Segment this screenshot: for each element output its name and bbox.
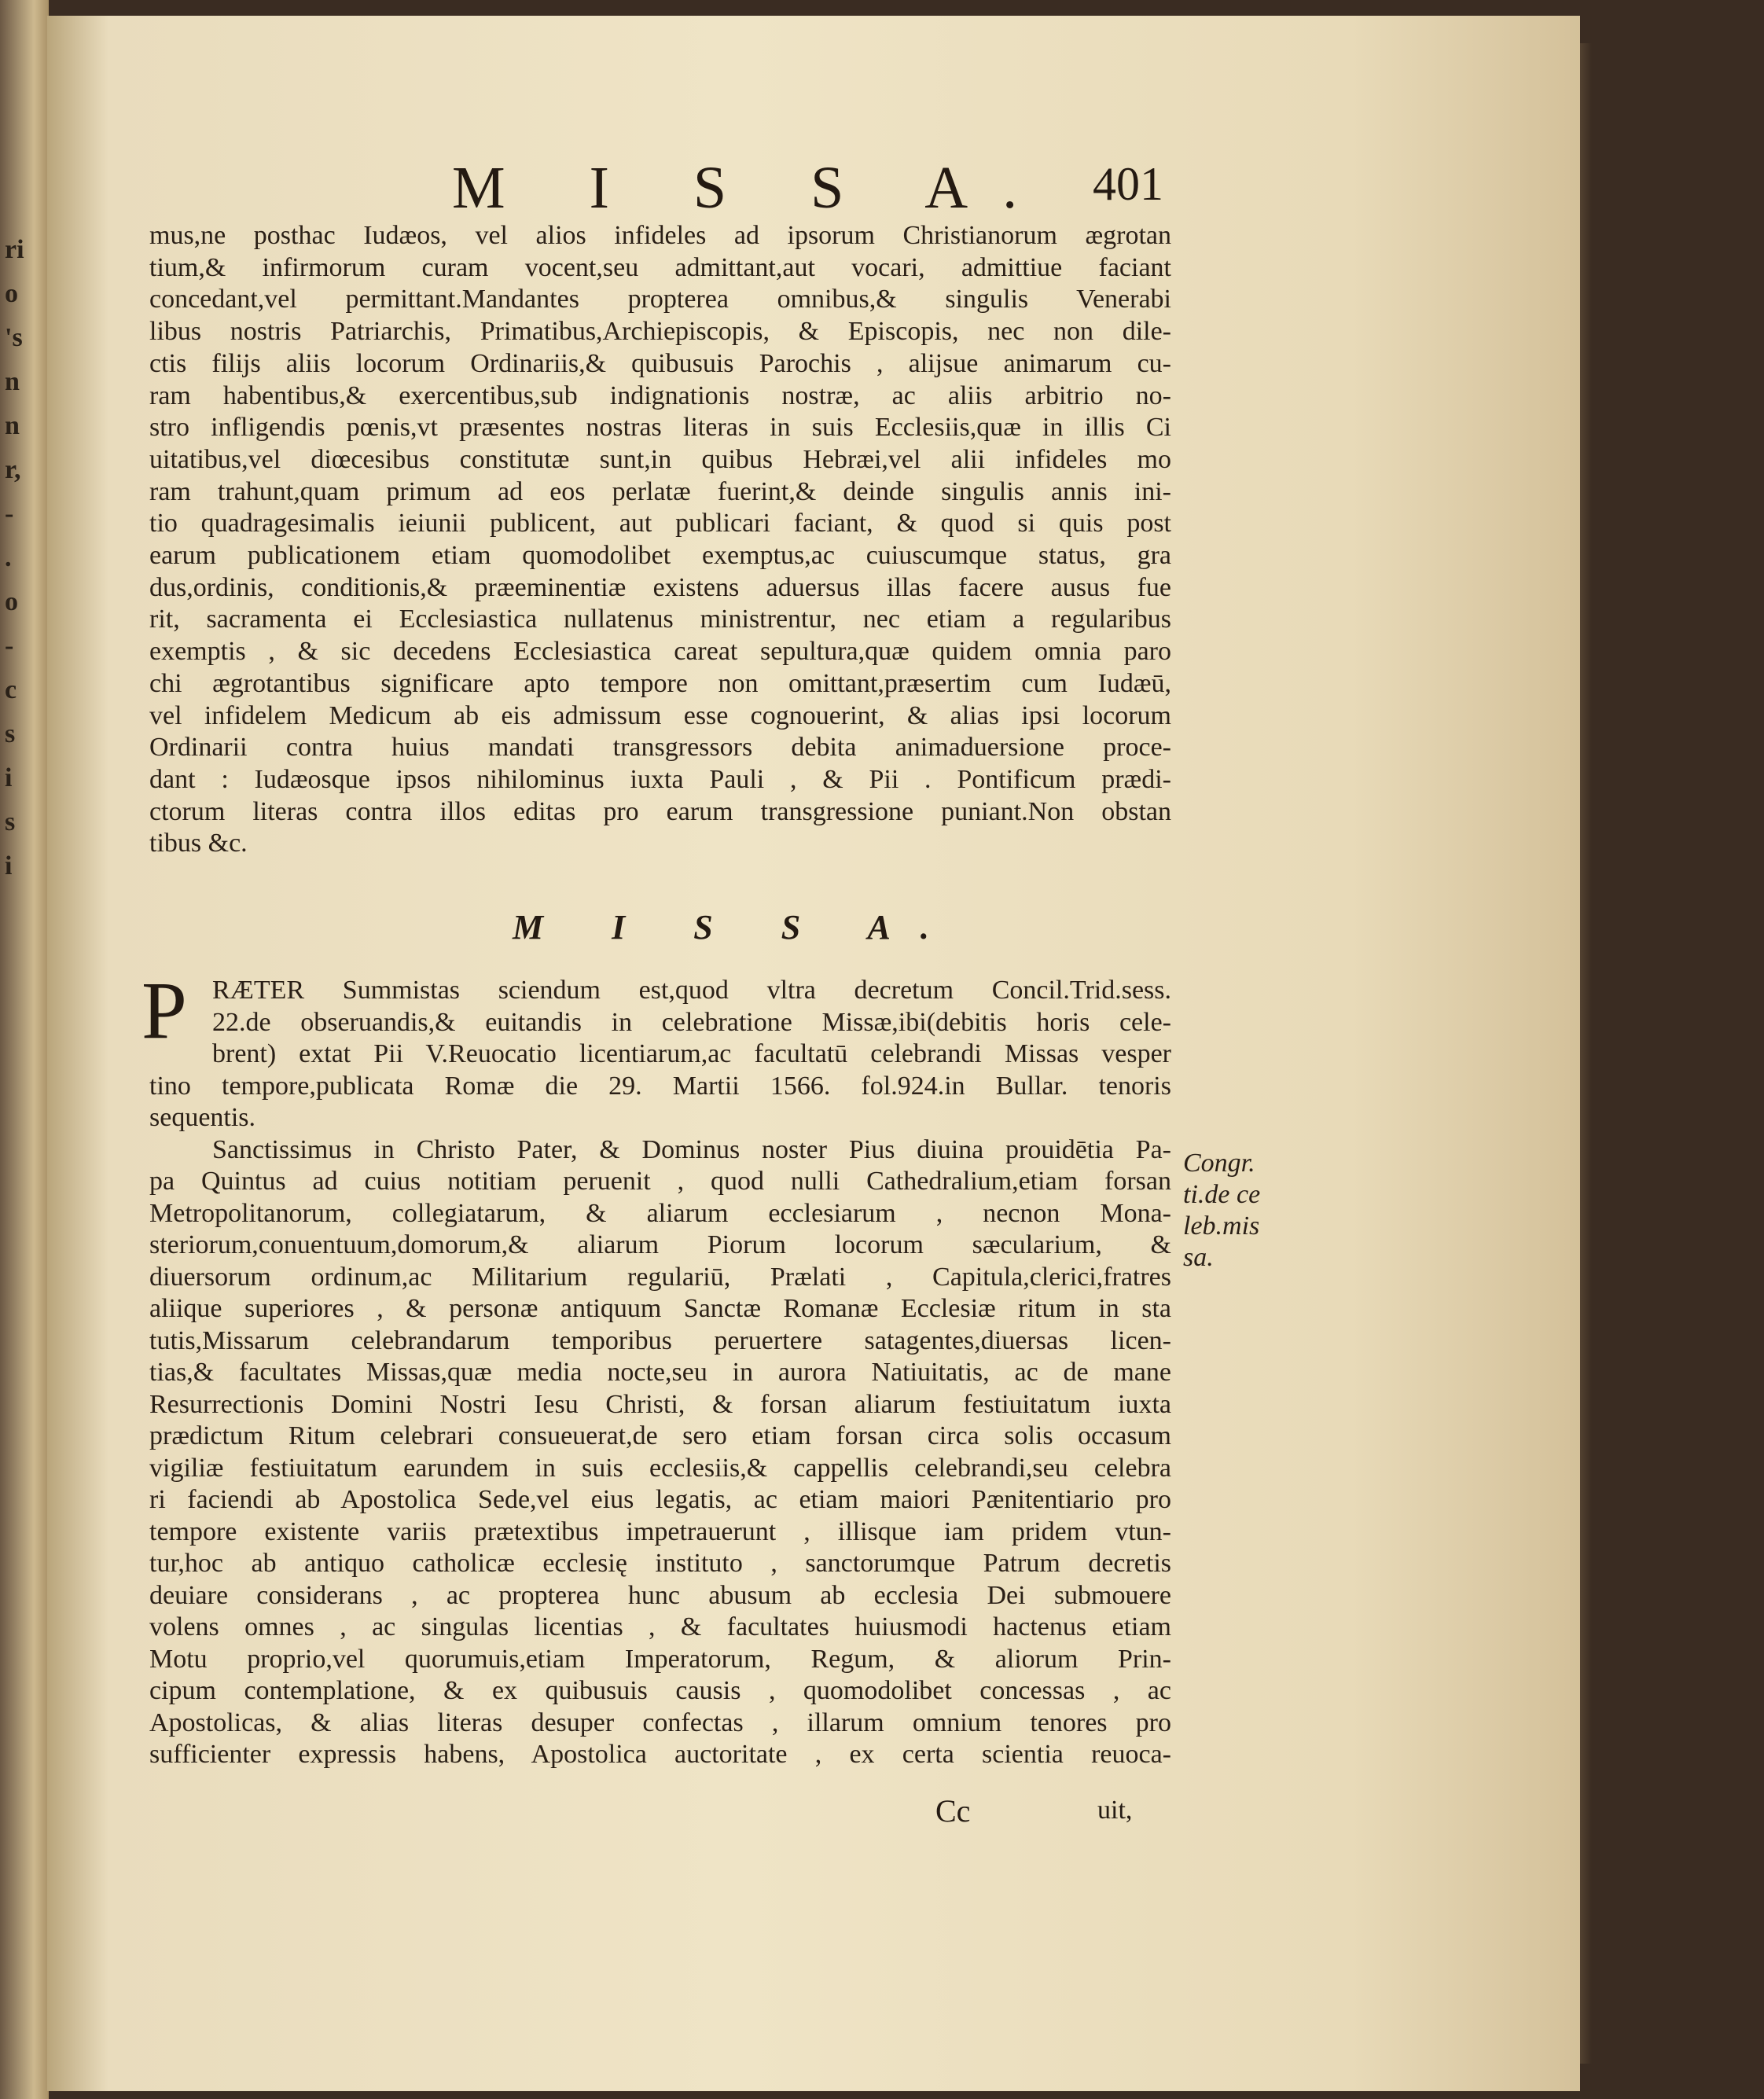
text-line: libus nostris Patriarchis, Primatibus,Archiepiscopis, & Episcopis, nec non dile-: [149, 317, 1171, 347]
text-line: tias,& facultates Missas,quæ media nocte,seu in aurora Natiuitatis, ac de mane: [149, 1358, 1171, 1387]
text-line: ram trahunt,quam primum ad eos perlatæ fuerint,& deinde singulis annis ini-: [149, 476, 1171, 506]
marginal-note-line: ti.de ce: [1183, 1180, 1261, 1209]
facing-page-glyph: o: [5, 279, 18, 308]
text-line: tur,hoc ab antiquo catholicæ ecclesię instituto , sanctorumque Patrum decretis: [149, 1549, 1171, 1578]
facing-page-glyph: -: [5, 499, 14, 528]
text-line: diuersorum ordinum,ac Militarium regulariū, Prælati , Capitula,clerici,fratres: [149, 1262, 1171, 1292]
text-line: exemptis , & sic decedens Ecclesiastica careat sepultura,quæ quidem omnia paro: [149, 637, 1171, 667]
text-line: vel infidelem Medicum ab eis admissum esse cognouerint, & alias ipsi locorum: [149, 700, 1171, 730]
facing-page-glyph: n: [5, 367, 20, 396]
facing-page-glyph: s: [5, 807, 16, 836]
text-line: tio quadragesimalis ieiunii publicent, aut publicari faciant, & quod si quis post: [149, 509, 1171, 539]
text-line: sequentis.: [149, 1103, 256, 1132]
section-heading: M I S S A.: [513, 908, 959, 947]
text-line: tempore existente variis prætextibus impetrauerunt , illisque iam pridem vtun-: [149, 1516, 1171, 1546]
text-line: cipum contemplatione, & ex quibusuis causis , quomodolibet concessas , ac: [149, 1676, 1171, 1705]
facing-page-edge: [0, 0, 49, 2099]
facing-page-glyph: r,: [5, 455, 21, 484]
text-line: chi ægrotantibus significare apto tempore non omittant,præsertim cum Iudæū,: [149, 668, 1171, 698]
text-line: pa Quintus ad cuius notitiam peruenit , quod nulli Cathedralium,etiam forsan: [149, 1167, 1171, 1196]
facing-page-glyph: c: [5, 675, 17, 704]
facing-page-glyph: n: [5, 411, 20, 440]
text-line: ri faciendi ab Apostolica Sede,vel eius legatis, ac etiam maiori Pænitentiario pro: [149, 1485, 1171, 1514]
facing-page-fragments: [5, 228, 36, 888]
text-line: vigiliæ festiuitatum earundem in suis ecclesiis,& cappellis celebrandi,seu celebra: [149, 1453, 1171, 1483]
marginal-note-line: leb.mis: [1183, 1211, 1260, 1241]
facing-page-glyph: i: [5, 763, 13, 792]
facing-page-glyph: -: [5, 631, 14, 660]
marginal-note-line: Congr.: [1183, 1149, 1255, 1178]
running-head: M I S S A.: [452, 155, 1053, 221]
text-line: sufficienter expressis habens, Apostolica auctoritate , ex certa scientia reuoca-: [149, 1740, 1171, 1769]
marginal-note: [1183, 1148, 1293, 1274]
text-line: rit, sacramenta ei Ecclesiastica nullatenus ministrentur, nec etiam a regularibus: [149, 605, 1171, 634]
facing-page-glyph: ri: [5, 235, 24, 264]
text-line: tino tempore,publicata Romæ die 29. Martii 1566. fol.924.in Bullar. tenoris: [149, 1071, 1171, 1101]
text-line: ram habentibus,& exercentibus,sub indignationis nostræ, ac aliis arbitrio no-: [149, 380, 1171, 410]
text-line: tium,& infirmorum curam vocent,seu admittant,aut vocari, admittiue faciant: [149, 252, 1171, 282]
section-paragraph: [149, 975, 1171, 1771]
text-line: dus,ordinis, conditionis,& præeminentiæ existens aduersus illas facere ausus fue: [149, 572, 1171, 602]
facing-page-glyph: o: [5, 587, 18, 616]
signature-mark: Cc: [935, 1793, 971, 1829]
body-paragraph: [149, 220, 1171, 860]
text-line: uitatibus,vel diœcesibus constitutæ sunt,in quibus Hebræi,vel alii infideles mo: [149, 444, 1171, 474]
text-line: mus,ne posthac Iudæos, vel alios infideles ad ipsorum Christianorum ægrotan: [149, 221, 1171, 250]
text-line: volens omnes , ac singulas licentias , & facultates huiusmodi hactenus etiam: [149, 1612, 1171, 1641]
text-line: ctis filijs aliis locorum Ordinariis,& quibusuis Parochis , alijsue animarum cu-: [149, 348, 1171, 378]
text-line: 22.de obseruandis,& euitandis in celebratione Missæ,ibi(debitis horis cele-: [212, 1007, 1171, 1037]
marginal-note-line: sa.: [1183, 1243, 1214, 1272]
catchword: uit,: [1097, 1796, 1133, 1825]
text-line: dant : Iudæosque ipsos nihilominus iuxta Pauli , & Pii . Pontificum prædi-: [149, 764, 1171, 794]
text-line: Motu proprio,vel quorumuis,etiam Imperatorum, Regum, & aliorum Prin-: [149, 1644, 1171, 1674]
text-line: aliique superiores , & personæ antiquum Sanctæ Romanæ Ecclesiæ ritum in sta: [149, 1294, 1171, 1323]
text-line: deuiare considerans , ac propterea hunc abusum ab ecclesia Dei submouere: [149, 1580, 1171, 1610]
text-line: Apostolicas, & alias literas desuper confectas , illarum omnium tenores pro: [149, 1708, 1171, 1737]
text-line: Resurrectionis Domini Nostri Iesu Christi, & forsan aliarum festiuitatum iuxta: [149, 1389, 1171, 1419]
text-line: Sanctissimus in Christo Pater, & Dominus noster Pius diuina prouidētia Pa-: [212, 1134, 1171, 1164]
text-line: brent) extat Pii V.Reuocatio licentiarum,ac facultatū celebrandi Missas vesper: [212, 1039, 1171, 1068]
text-line: Ordinarii contra huius mandati transgressors debita animaduersione proce-: [149, 733, 1171, 763]
text-line: earum publicationem etiam quomodolibet exemptus,ac cuiuscumque status, gra: [149, 541, 1171, 571]
text-line: Metropolitanorum, collegiatarum, & aliarum ecclesiarum , necnon Mona-: [149, 1198, 1171, 1228]
text-line: prædictum Ritum celebrari consueuerat,de sero etiam forsan circa solis occasum: [149, 1421, 1171, 1450]
facing-page-glyph: i: [5, 851, 13, 880]
text-line: steriorum,conuentuum,domorum,& aliarum Piorum locorum sæcularium, &: [149, 1230, 1171, 1259]
text-line: concedant,vel permittant.Mandantes propterea omnibus,& singulis Venerabi: [149, 285, 1171, 314]
page-number: 401: [1093, 158, 1163, 210]
text-line: tutis,Missarum celebrandarum temporibus peruertere satagentes,diuersas licen-: [149, 1325, 1171, 1355]
text-line: tibus &c.: [149, 829, 248, 858]
drop-capital: P: [141, 965, 187, 1056]
facing-page-glyph: 's: [5, 323, 23, 352]
text-line: stro infligendis pœnis,vt præsentes nostras literas in suis Ecclesiis,quæ in illis Ci: [149, 413, 1171, 443]
facing-page-glyph: s: [5, 719, 16, 748]
facing-page-glyph: .: [5, 543, 12, 572]
text-line: ctorum literas contra illos editas pro earum transgressione puniant.Non obstan: [149, 796, 1171, 826]
text-line: RÆTER Summistas sciendum est,quod vltra decretum Concil.Trid.sess.: [212, 976, 1171, 1005]
